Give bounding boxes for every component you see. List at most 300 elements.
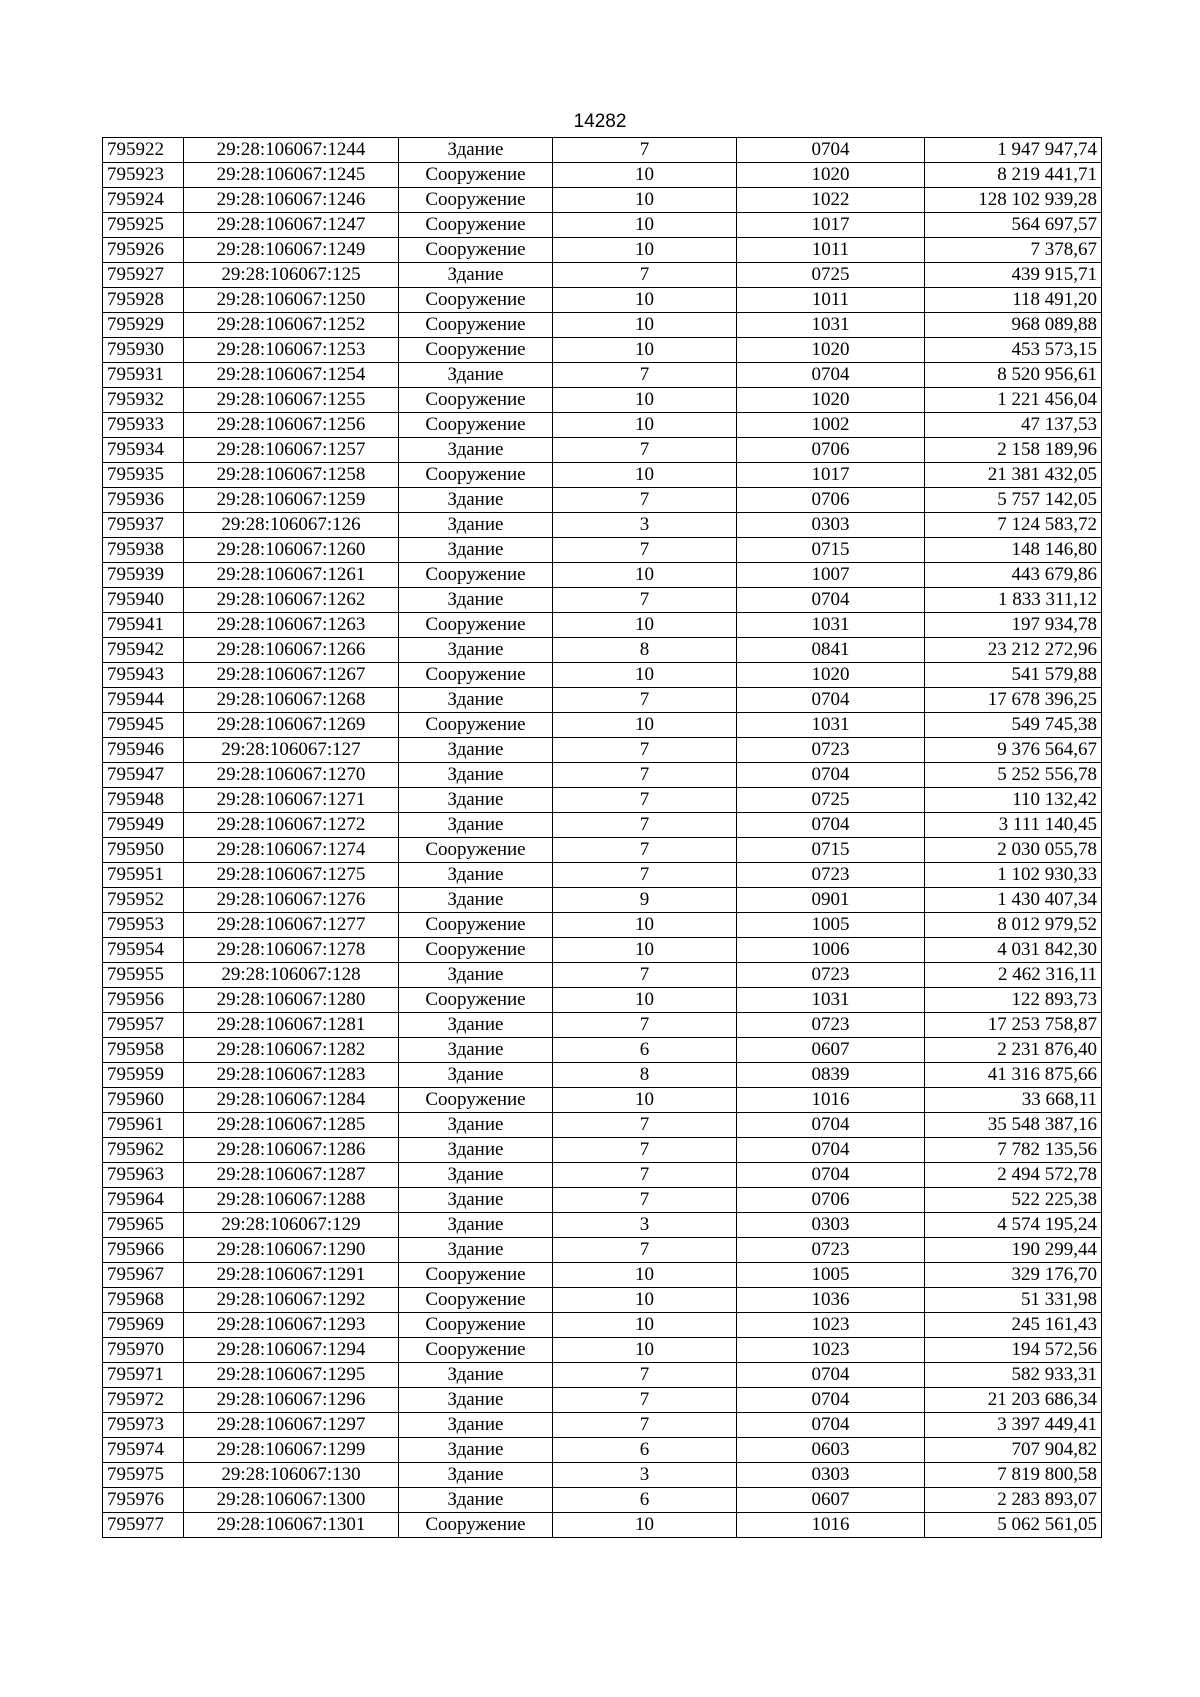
code-cell: 1005 <box>737 913 925 938</box>
code-cell: 0715 <box>737 538 925 563</box>
cadastral-number-cell: 29:28:106067:1292 <box>184 1288 399 1313</box>
group-cell: 10 <box>553 213 737 238</box>
cadastral-number-cell: 29:28:106067:1287 <box>184 1163 399 1188</box>
row-number-cell: 795964 <box>103 1188 184 1213</box>
cadastral-number-cell: 29:28:106067:1245 <box>184 163 399 188</box>
object-type-cell: Сооружение <box>399 338 553 363</box>
object-type-cell: Здание <box>399 1363 553 1388</box>
object-type-cell: Сооружение <box>399 938 553 963</box>
code-cell: 0704 <box>737 763 925 788</box>
row-number-cell: 795971 <box>103 1363 184 1388</box>
row-number-cell: 795929 <box>103 313 184 338</box>
cadastral-value-cell: 35 548 387,16 <box>925 1113 1102 1138</box>
row-number-cell: 795961 <box>103 1113 184 1138</box>
cadastral-number-cell: 29:28:106067:1256 <box>184 413 399 438</box>
code-cell: 1011 <box>737 238 925 263</box>
cadastral-number-cell: 29:28:106067:1281 <box>184 1013 399 1038</box>
group-cell: 7 <box>553 1388 737 1413</box>
table-row <box>103 1363 1102 1388</box>
group-cell: 10 <box>553 413 737 438</box>
table-row <box>103 1288 1102 1313</box>
row-number-cell: 795938 <box>103 538 184 563</box>
group-cell: 10 <box>553 388 737 413</box>
cadastral-number-cell: 29:28:106067:126 <box>184 513 399 538</box>
table-row <box>103 1338 1102 1363</box>
cadastral-value-cell: 33 668,11 <box>925 1088 1102 1113</box>
table-row <box>103 1088 1102 1113</box>
code-cell: 0704 <box>737 1113 925 1138</box>
object-type-cell: Сооружение <box>399 1088 553 1113</box>
table-row <box>103 338 1102 363</box>
object-type-cell: Здание <box>399 788 553 813</box>
cadastral-value-cell: 122 893,73 <box>925 988 1102 1013</box>
row-number-cell: 795940 <box>103 588 184 613</box>
object-type-cell: Здание <box>399 1013 553 1038</box>
group-cell: 7 <box>553 788 737 813</box>
cadastral-number-cell: 29:28:106067:1244 <box>184 138 399 163</box>
cadastral-number-cell: 29:28:106067:1246 <box>184 188 399 213</box>
page-number: 14282 <box>573 111 627 132</box>
cadastral-number-cell: 29:28:106067:1270 <box>184 763 399 788</box>
group-cell: 6 <box>553 1038 737 1063</box>
row-number-cell: 795977 <box>103 1513 184 1538</box>
row-number-cell: 795962 <box>103 1138 184 1163</box>
row-number-cell: 795928 <box>103 288 184 313</box>
group-cell: 9 <box>553 888 737 913</box>
table-row <box>103 238 1102 263</box>
cadastral-value-cell: 110 132,42 <box>925 788 1102 813</box>
cadastral-value-cell: 9 376 564,67 <box>925 738 1102 763</box>
group-cell: 7 <box>553 1238 737 1263</box>
group-cell: 7 <box>553 838 737 863</box>
cadastral-value-cell: 7 782 135,56 <box>925 1138 1102 1163</box>
group-cell: 10 <box>553 163 737 188</box>
cadastral-value-cell: 2 462 316,11 <box>925 963 1102 988</box>
cadastral-number-cell: 29:28:106067:1250 <box>184 288 399 313</box>
cadastral-number-cell: 29:28:106067:1247 <box>184 213 399 238</box>
table-row <box>103 1488 1102 1513</box>
object-type-cell: Сооружение <box>399 1263 553 1288</box>
table-row <box>103 313 1102 338</box>
row-number-cell: 795952 <box>103 888 184 913</box>
cadastral-value-cell: 190 299,44 <box>925 1238 1102 1263</box>
object-type-cell: Сооружение <box>399 1513 553 1538</box>
code-cell: 1006 <box>737 938 925 963</box>
row-number-cell: 795939 <box>103 563 184 588</box>
cadastral-number-cell: 29:28:106067:1278 <box>184 938 399 963</box>
row-number-cell: 795949 <box>103 813 184 838</box>
code-cell: 0704 <box>737 138 925 163</box>
row-number-cell: 795930 <box>103 338 184 363</box>
cadastral-number-cell: 29:28:106067:1294 <box>184 1338 399 1363</box>
cadastral-value-cell: 5 062 561,05 <box>925 1513 1102 1538</box>
row-number-cell: 795972 <box>103 1388 184 1413</box>
table-row <box>103 888 1102 913</box>
object-type-cell: Здание <box>399 138 553 163</box>
code-cell: 0704 <box>737 588 925 613</box>
cadastral-value-cell: 8 520 956,61 <box>925 363 1102 388</box>
cadastral-value-cell: 2 158 189,96 <box>925 438 1102 463</box>
cadastral-value-cell: 8 012 979,52 <box>925 913 1102 938</box>
object-type-cell: Здание <box>399 1163 553 1188</box>
cadastral-value-cell: 439 915,71 <box>925 263 1102 288</box>
table-row <box>103 1038 1102 1063</box>
table-row <box>103 138 1102 163</box>
object-type-cell: Сооружение <box>399 413 553 438</box>
code-cell: 0723 <box>737 738 925 763</box>
cadastral-number-cell: 29:28:106067:1258 <box>184 463 399 488</box>
table-row <box>103 263 1102 288</box>
table-row <box>103 1313 1102 1338</box>
cadastral-value-cell: 4 574 195,24 <box>925 1213 1102 1238</box>
object-type-cell: Сооружение <box>399 388 553 413</box>
cadastral-value-cell: 1 430 407,34 <box>925 888 1102 913</box>
cadastral-value-cell: 7 819 800,58 <box>925 1463 1102 1488</box>
table-row <box>103 763 1102 788</box>
row-number-cell: 795943 <box>103 663 184 688</box>
object-type-cell: Здание <box>399 763 553 788</box>
code-cell: 0303 <box>737 1213 925 1238</box>
object-type-cell: Здание <box>399 688 553 713</box>
object-type-cell: Сооружение <box>399 1288 553 1313</box>
row-number-cell: 795922 <box>103 138 184 163</box>
group-cell: 7 <box>553 688 737 713</box>
object-type-cell: Здание <box>399 363 553 388</box>
table-row <box>103 588 1102 613</box>
cadastral-value-cell: 549 745,38 <box>925 713 1102 738</box>
row-number-cell: 795966 <box>103 1238 184 1263</box>
cadastral-number-cell: 29:28:106067:1257 <box>184 438 399 463</box>
object-type-cell: Сооружение <box>399 663 553 688</box>
cadastral-number-cell: 29:28:106067:1259 <box>184 488 399 513</box>
group-cell: 10 <box>553 613 737 638</box>
code-cell: 0901 <box>737 888 925 913</box>
code-cell: 1017 <box>737 213 925 238</box>
object-type-cell: Сооружение <box>399 613 553 638</box>
row-number-cell: 795923 <box>103 163 184 188</box>
group-cell: 7 <box>553 963 737 988</box>
cadastral-number-cell: 29:28:106067:1282 <box>184 1038 399 1063</box>
cadastral-value-cell: 21 381 432,05 <box>925 463 1102 488</box>
group-cell: 3 <box>553 1463 737 1488</box>
cadastral-number-cell: 29:28:106067:1272 <box>184 813 399 838</box>
group-cell: 10 <box>553 913 737 938</box>
table-row <box>103 163 1102 188</box>
object-type-cell: Сооружение <box>399 238 553 263</box>
cadastral-number-cell: 29:28:106067:1271 <box>184 788 399 813</box>
code-cell: 0723 <box>737 963 925 988</box>
object-type-cell: Сооружение <box>399 288 553 313</box>
cadastral-value-cell: 8 219 441,71 <box>925 163 1102 188</box>
row-number-cell: 795942 <box>103 638 184 663</box>
object-type-cell: Здание <box>399 1413 553 1438</box>
row-number-cell: 795968 <box>103 1288 184 1313</box>
cadastral-value-cell: 197 934,78 <box>925 613 1102 638</box>
table-row <box>103 1463 1102 1488</box>
row-number-cell: 795976 <box>103 1488 184 1513</box>
group-cell: 7 <box>553 138 737 163</box>
group-cell: 10 <box>553 988 737 1013</box>
cadastral-number-cell: 29:28:106067:1297 <box>184 1413 399 1438</box>
code-cell: 0706 <box>737 438 925 463</box>
code-cell: 0704 <box>737 688 925 713</box>
object-type-cell: Здание <box>399 538 553 563</box>
cadastral-number-cell: 29:28:106067:125 <box>184 263 399 288</box>
group-cell: 7 <box>553 1138 737 1163</box>
row-number-cell: 795932 <box>103 388 184 413</box>
table-row <box>103 1163 1102 1188</box>
object-type-cell: Здание <box>399 438 553 463</box>
object-type-cell: Сооружение <box>399 163 553 188</box>
cadastral-value-cell: 47 137,53 <box>925 413 1102 438</box>
cadastral-value-cell: 41 316 875,66 <box>925 1063 1102 1088</box>
object-type-cell: Сооружение <box>399 563 553 588</box>
cadastral-number-cell: 29:28:106067:1296 <box>184 1388 399 1413</box>
group-cell: 10 <box>553 463 737 488</box>
object-type-cell: Здание <box>399 1138 553 1163</box>
cadastral-value-cell: 522 225,38 <box>925 1188 1102 1213</box>
row-number-cell: 795931 <box>103 363 184 388</box>
code-cell: 0725 <box>737 788 925 813</box>
row-number-cell: 795934 <box>103 438 184 463</box>
table-row <box>103 463 1102 488</box>
group-cell: 6 <box>553 1488 737 1513</box>
code-cell: 1016 <box>737 1513 925 1538</box>
group-cell: 7 <box>553 1413 737 1438</box>
object-type-cell: Сооружение <box>399 1313 553 1338</box>
cadastral-number-cell: 29:28:106067:1269 <box>184 713 399 738</box>
code-cell: 1016 <box>737 1088 925 1113</box>
table-row <box>103 513 1102 538</box>
group-cell: 7 <box>553 738 737 763</box>
code-cell: 0715 <box>737 838 925 863</box>
table-row <box>103 938 1102 963</box>
group-cell: 10 <box>553 1313 737 1338</box>
code-cell: 0723 <box>737 1013 925 1038</box>
cadastral-number-cell: 29:28:106067:1280 <box>184 988 399 1013</box>
row-number-cell: 795926 <box>103 238 184 263</box>
cadastral-value-cell: 3 397 449,41 <box>925 1413 1102 1438</box>
cadastral-number-cell: 29:28:106067:1293 <box>184 1313 399 1338</box>
cadastral-value-cell: 1 947 947,74 <box>925 138 1102 163</box>
table-row <box>103 1513 1102 1538</box>
table-row <box>103 1188 1102 1213</box>
cadastral-value-cell: 2 283 893,07 <box>925 1488 1102 1513</box>
table-row <box>103 863 1102 888</box>
cadastral-value-cell: 17 678 396,25 <box>925 688 1102 713</box>
object-type-cell: Сооружение <box>399 313 553 338</box>
cadastral-value-cell: 17 253 758,87 <box>925 1013 1102 1038</box>
cadastral-value-cell: 118 491,20 <box>925 288 1102 313</box>
group-cell: 10 <box>553 288 737 313</box>
group-cell: 10 <box>553 1088 737 1113</box>
table-row <box>103 363 1102 388</box>
table-row <box>103 438 1102 463</box>
group-cell: 10 <box>553 1288 737 1313</box>
cadastral-number-cell: 29:28:106067:1268 <box>184 688 399 713</box>
group-cell: 8 <box>553 638 737 663</box>
code-cell: 1020 <box>737 388 925 413</box>
cadastral-number-cell: 29:28:106067:1277 <box>184 913 399 938</box>
object-type-cell: Здание <box>399 263 553 288</box>
table-row <box>103 663 1102 688</box>
code-cell: 0704 <box>737 1138 925 1163</box>
code-cell: 0839 <box>737 1063 925 1088</box>
object-type-cell: Здание <box>399 1213 553 1238</box>
group-cell: 7 <box>553 1163 737 1188</box>
row-number-cell: 795954 <box>103 938 184 963</box>
table-row <box>103 1413 1102 1438</box>
table-row <box>103 1013 1102 1038</box>
object-type-cell: Здание <box>399 638 553 663</box>
group-cell: 7 <box>553 1113 737 1138</box>
table-row <box>103 838 1102 863</box>
row-number-cell: 795941 <box>103 613 184 638</box>
group-cell: 7 <box>553 363 737 388</box>
code-cell: 1023 <box>737 1338 925 1363</box>
registry-table <box>102 137 1102 1538</box>
table-row <box>103 1113 1102 1138</box>
code-cell: 1020 <box>737 663 925 688</box>
code-cell: 0603 <box>737 1438 925 1463</box>
table-row <box>103 613 1102 638</box>
code-cell: 0303 <box>737 1463 925 1488</box>
code-cell: 1020 <box>737 338 925 363</box>
cadastral-value-cell: 707 904,82 <box>925 1438 1102 1463</box>
table-row <box>103 1138 1102 1163</box>
object-type-cell: Сооружение <box>399 1338 553 1363</box>
group-cell: 10 <box>553 1338 737 1363</box>
table-row <box>103 1388 1102 1413</box>
object-type-cell: Здание <box>399 738 553 763</box>
object-type-cell: Здание <box>399 588 553 613</box>
cadastral-value-cell: 564 697,57 <box>925 213 1102 238</box>
cadastral-value-cell: 23 212 272,96 <box>925 638 1102 663</box>
cadastral-value-cell: 7 124 583,72 <box>925 513 1102 538</box>
object-type-cell: Сооружение <box>399 988 553 1013</box>
code-cell: 0607 <box>737 1038 925 1063</box>
group-cell: 10 <box>553 938 737 963</box>
code-cell: 0841 <box>737 638 925 663</box>
row-number-cell: 795944 <box>103 688 184 713</box>
cadastral-number-cell: 29:28:106067:129 <box>184 1213 399 1238</box>
code-cell: 1002 <box>737 413 925 438</box>
group-cell: 10 <box>553 713 737 738</box>
row-number-cell: 795948 <box>103 788 184 813</box>
row-number-cell: 795965 <box>103 1213 184 1238</box>
group-cell: 7 <box>553 263 737 288</box>
code-cell: 0704 <box>737 363 925 388</box>
cadastral-number-cell: 29:28:106067:1262 <box>184 588 399 613</box>
cadastral-value-cell: 148 146,80 <box>925 538 1102 563</box>
cadastral-value-cell: 5 757 142,05 <box>925 488 1102 513</box>
table-row <box>103 738 1102 763</box>
table-row <box>103 538 1102 563</box>
cadastral-value-cell: 2 030 055,78 <box>925 838 1102 863</box>
cadastral-number-cell: 29:28:106067:1283 <box>184 1063 399 1088</box>
object-type-cell: Здание <box>399 813 553 838</box>
row-number-cell: 795957 <box>103 1013 184 1038</box>
cadastral-value-cell: 245 161,43 <box>925 1313 1102 1338</box>
row-number-cell: 795951 <box>103 863 184 888</box>
code-cell: 0303 <box>737 513 925 538</box>
object-type-cell: Здание <box>399 1488 553 1513</box>
group-cell: 10 <box>553 313 737 338</box>
row-number-cell: 795927 <box>103 263 184 288</box>
group-cell: 10 <box>553 1263 737 1288</box>
cadastral-number-cell: 29:28:106067:1260 <box>184 538 399 563</box>
code-cell: 0725 <box>737 263 925 288</box>
object-type-cell: Здание <box>399 1238 553 1263</box>
cadastral-value-cell: 968 089,88 <box>925 313 1102 338</box>
row-number-cell: 795933 <box>103 413 184 438</box>
object-type-cell: Здание <box>399 1438 553 1463</box>
row-number-cell: 795969 <box>103 1313 184 1338</box>
code-cell: 1017 <box>737 463 925 488</box>
cadastral-value-cell: 128 102 939,28 <box>925 188 1102 213</box>
row-number-cell: 795959 <box>103 1063 184 1088</box>
cadastral-number-cell: 29:28:106067:1254 <box>184 363 399 388</box>
row-number-cell: 795973 <box>103 1413 184 1438</box>
cadastral-number-cell: 29:28:106067:130 <box>184 1463 399 1488</box>
cadastral-number-cell: 29:28:106067:1285 <box>184 1113 399 1138</box>
table-row <box>103 788 1102 813</box>
cadastral-number-cell: 29:28:106067:1291 <box>184 1263 399 1288</box>
group-cell: 10 <box>553 338 737 363</box>
row-number-cell: 795946 <box>103 738 184 763</box>
group-cell: 7 <box>553 763 737 788</box>
group-cell: 10 <box>553 563 737 588</box>
code-cell: 0704 <box>737 813 925 838</box>
object-type-cell: Сооружение <box>399 713 553 738</box>
object-type-cell: Здание <box>399 488 553 513</box>
cadastral-value-cell: 453 573,15 <box>925 338 1102 363</box>
object-type-cell: Здание <box>399 1113 553 1138</box>
cadastral-number-cell: 29:28:106067:1286 <box>184 1138 399 1163</box>
cadastral-value-cell: 2 231 876,40 <box>925 1038 1102 1063</box>
row-number-cell: 795936 <box>103 488 184 513</box>
table-row <box>103 1438 1102 1463</box>
group-cell: 7 <box>553 538 737 563</box>
row-number-cell: 795925 <box>103 213 184 238</box>
table-row <box>103 638 1102 663</box>
registry-table-body <box>103 138 1102 1538</box>
cadastral-value-cell: 194 572,56 <box>925 1338 1102 1363</box>
table-row <box>103 388 1102 413</box>
group-cell: 7 <box>553 863 737 888</box>
cadastral-number-cell: 29:28:106067:1255 <box>184 388 399 413</box>
code-cell: 1031 <box>737 613 925 638</box>
group-cell: 6 <box>553 1438 737 1463</box>
table-row <box>103 288 1102 313</box>
object-type-cell: Здание <box>399 1063 553 1088</box>
cadastral-number-cell: 29:28:106067:1288 <box>184 1188 399 1213</box>
code-cell: 1005 <box>737 1263 925 1288</box>
cadastral-number-cell: 29:28:106067:128 <box>184 963 399 988</box>
row-number-cell: 795935 <box>103 463 184 488</box>
object-type-cell: Сооружение <box>399 188 553 213</box>
group-cell: 3 <box>553 1213 737 1238</box>
table-row <box>103 813 1102 838</box>
code-cell: 1031 <box>737 988 925 1013</box>
row-number-cell: 795955 <box>103 963 184 988</box>
group-cell: 7 <box>553 1363 737 1388</box>
code-cell: 0704 <box>737 1413 925 1438</box>
code-cell: 0706 <box>737 1188 925 1213</box>
row-number-cell: 795950 <box>103 838 184 863</box>
code-cell: 0704 <box>737 1388 925 1413</box>
cadastral-number-cell: 29:28:106067:1300 <box>184 1488 399 1513</box>
